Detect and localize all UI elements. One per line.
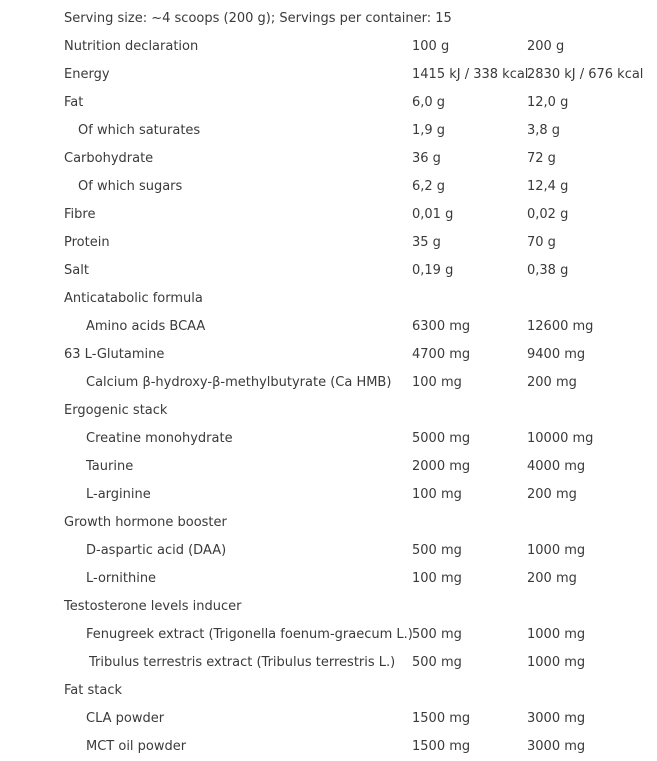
table-row (0, 565, 657, 593)
value-per-100g: 6300 mg (412, 319, 471, 334)
value-per-100g: 0,19 g (412, 263, 454, 278)
value-per-200g: 0,38 g (527, 263, 569, 278)
nutrient-label: L-arginine (86, 487, 151, 502)
nutrient-label: Anticatabolic formula (64, 291, 203, 306)
value-per-100g: 500 mg (412, 543, 462, 558)
value-per-100g: 1500 mg (412, 739, 471, 754)
nutrient-label: Fibre (64, 207, 96, 222)
value-per-100g: 1500 mg (412, 711, 471, 726)
value-per-200g: 200 mg (527, 571, 577, 586)
nutrient-label: Protein (64, 235, 110, 250)
table-row (0, 369, 657, 397)
nutrient-label: CLA powder (86, 711, 165, 726)
table-row (0, 173, 657, 201)
nutrient-label: Fenugreek extract (Trigonella foenum-graecum L.) (86, 627, 413, 642)
nutrient-label: Nutrition declaration (64, 39, 199, 54)
nutrient-label: Salt (64, 263, 89, 278)
value-per-200g: 200 mg (527, 487, 577, 502)
nutrient-label: Ergogenic stack (64, 403, 168, 418)
nutrient-label: D-aspartic acid (DAA) (86, 543, 227, 558)
table-row (0, 453, 657, 481)
table-row (0, 89, 657, 117)
table-row (0, 593, 657, 621)
value-per-200g: 12,4 g (527, 179, 569, 194)
nutrient-label: 63 L-Glutamine (64, 347, 165, 362)
nutrient-label: MCT oil powder (86, 739, 187, 754)
table-row (0, 341, 657, 369)
table-row (0, 117, 657, 145)
nutrient-label: Energy (64, 67, 110, 82)
value-per-200g: 0,02 g (527, 207, 569, 222)
value-per-200g: 4000 mg (527, 459, 586, 474)
value-per-200g: 72 g (527, 151, 556, 166)
value-per-100g: 6,0 g (412, 95, 446, 110)
nutrient-label: Of which sugars (78, 179, 183, 194)
value-per-200g: 200 g (527, 39, 565, 54)
value-per-200g: 3000 mg (527, 739, 586, 754)
nutrient-label: Fat (64, 95, 84, 110)
value-per-100g: 100 mg (412, 571, 462, 586)
value-per-100g: 1,9 g (412, 123, 446, 138)
table-row (0, 201, 657, 229)
table-row (0, 677, 657, 705)
table-row (0, 313, 657, 341)
nutrient-label: Fat stack (64, 683, 122, 698)
table-row (0, 285, 657, 313)
value-per-100g: 500 mg (412, 627, 462, 642)
value-per-200g: 70 g (527, 235, 556, 250)
nutrient-label: Testosterone levels inducer (64, 599, 242, 614)
nutrient-label: Carbohydrate (64, 151, 154, 166)
value-per-200g: 10000 mg (527, 431, 594, 446)
value-per-200g: 2830 kJ / 676 kcal (527, 67, 644, 82)
table-row (0, 509, 657, 537)
nutrient-label: Taurine (86, 459, 134, 474)
table-row (0, 397, 657, 425)
table-row (0, 537, 657, 565)
value-per-100g: 5000 mg (412, 431, 471, 446)
table-row (0, 229, 657, 257)
value-per-100g: 35 g (412, 235, 441, 250)
value-per-100g: 2000 mg (412, 459, 471, 474)
value-per-100g: 1415 kJ / 338 kcal (412, 67, 529, 82)
nutrition-table (0, 33, 657, 761)
value-per-100g: 100 mg (412, 375, 462, 390)
value-per-100g: 100 g (412, 39, 450, 54)
value-per-200g: 12600 mg (527, 319, 594, 334)
nutrient-label: Tribulus terrestris extract (Tribulus terrestris L.) (89, 655, 396, 670)
table-row (0, 33, 657, 61)
value-per-200g: 3000 mg (527, 711, 586, 726)
value-per-100g: 36 g (412, 151, 441, 166)
nutrient-label: L-ornithine (86, 571, 157, 586)
value-per-100g: 100 mg (412, 487, 462, 502)
value-per-200g: 3,8 g (527, 123, 561, 138)
serving-info: Serving size: ~4 scoops (200 g); Servings per container: 15 (64, 11, 452, 26)
value-per-200g: 200 mg (527, 375, 577, 390)
nutrient-label: Creatine monohydrate (86, 431, 233, 446)
value-per-100g: 500 mg (412, 655, 462, 670)
table-row (0, 61, 657, 89)
table-row (0, 705, 657, 733)
table-row (0, 621, 657, 649)
table-row (0, 481, 657, 509)
value-per-200g: 1000 mg (527, 655, 586, 670)
value-per-100g: 4700 mg (412, 347, 471, 362)
value-per-100g: 6,2 g (412, 179, 446, 194)
nutrient-label: Growth hormone booster (64, 515, 227, 530)
nutrient-label: Amino acids BCAA (86, 319, 206, 334)
value-per-100g: 0,01 g (412, 207, 454, 222)
value-per-200g: 1000 mg (527, 543, 586, 558)
nutrient-label: Of which saturates (78, 123, 201, 138)
table-row (0, 257, 657, 285)
table-row (0, 145, 657, 173)
table-row (0, 425, 657, 453)
value-per-200g: 9400 mg (527, 347, 586, 362)
value-per-200g: 1000 mg (527, 627, 586, 642)
value-per-200g: 12,0 g (527, 95, 569, 110)
table-row (0, 649, 657, 677)
nutrient-label: Calcium β-hydroxy-β-methylbutyrate (Ca HMB) (86, 375, 392, 390)
